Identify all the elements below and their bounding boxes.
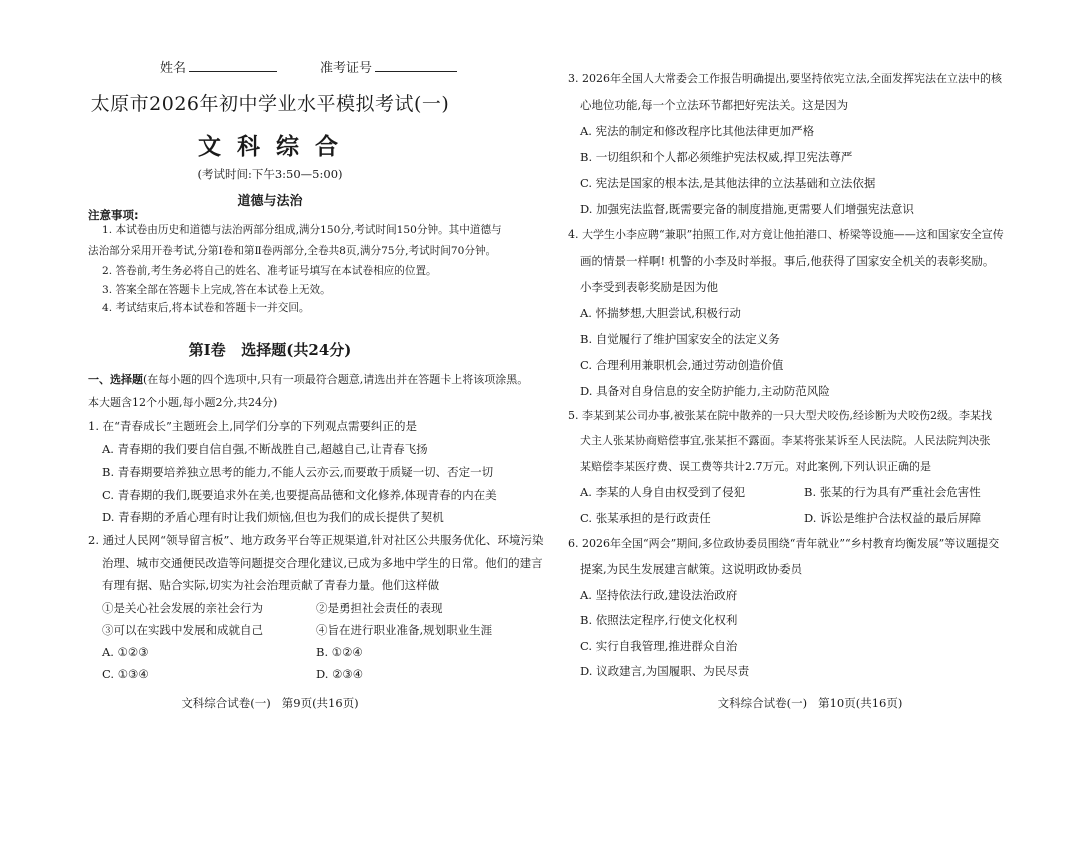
- notes-title: 注意事项:: [88, 208, 139, 222]
- question-1-stem: 1. 在“青春成长”主题班会上,同学们分享的下列观点需要纠正的是: [88, 419, 418, 433]
- exam-time: (考试时间:下午3:50—5:00): [197, 167, 343, 181]
- question-6-stem: 提案,为民生发展建言献策。这说明政协委员: [580, 562, 803, 576]
- question-5-stem: 某赔偿李某医疗费、误工费等共计2.7万元。对此案例,下列认识正确的是: [580, 460, 931, 473]
- question-2-stem: 2. 通过人民网“领导留言板”、地方政务平台等正规渠道,针对社区公共服务优化、环境污染: [88, 533, 544, 547]
- question-4-stem: 画的情景一样啊! 机警的小李及时举报。事后,他获得了国家安全机关的表彰奖励。: [580, 254, 995, 268]
- option-b: B. 一切组织和个人都必须维护宪法权威,捍卫宪法尊严: [580, 150, 853, 164]
- question-4-stem: 4. 大学生小李应聘“兼职”拍照工作,对方竟让他拍港口、桥梁等设施——这和国家安全宣传: [568, 228, 1004, 241]
- instruction-line-2: 本大题含12个小题,每小题2分,共24分): [88, 396, 278, 409]
- name-field: [160, 57, 277, 76]
- part1-title: 第Ⅰ卷 选择题(共24分): [188, 341, 352, 359]
- option-c: C. 宪法是国家的根本法,是其他法律的立法基础和立法依据: [580, 176, 876, 190]
- footer-right: 文科综合试卷(一) 第10页(共16页): [717, 696, 903, 710]
- option-b: B. 自觉履行了维护国家安全的法定义务: [580, 332, 780, 346]
- statement-2: ②是勇担社会责任的表现: [316, 601, 443, 615]
- note-line: 4. 考试结束后,将本试卷和答题卡一并交回。: [102, 302, 310, 314]
- option-c: C. 实行自我管理,推进群众自治: [580, 639, 738, 653]
- option-d: D. 诉讼是维护合法权益的最后屏障: [804, 511, 982, 525]
- name-label: 姓名: [160, 61, 187, 76]
- option-b: B. ①②④: [316, 645, 363, 659]
- option-d: D. 青春期的矛盾心理有时让我们烦恼,但也为我们的成长提供了契机: [102, 510, 444, 524]
- exam-title: 太原市2026年初中学业水平模拟考试(一): [90, 93, 450, 115]
- footer-left: 文科综合试卷(一) 第9页(共16页): [181, 696, 359, 710]
- question-6-stem: 6. 2026年全国“两会”期间,多位政协委员围绕“青年就业”“乡村教育均衡发展”等议题提交: [568, 537, 1000, 550]
- instruction-lead: 一、选择题: [88, 373, 143, 386]
- option-d: D. 具备对自身信息的安全防护能力,主动防范风险: [580, 384, 830, 398]
- option-d: D. 加强宪法监督,既需要完备的制度措施,更需要人们增强宪法意识: [580, 202, 914, 216]
- option-a: A. ①②③: [102, 645, 149, 659]
- option-c: C. 合理利用兼职机会,通过劳动创造价值: [580, 358, 784, 372]
- ticket-field: [320, 57, 457, 76]
- option-c: C. 青春期的我们,既要追求外在美,也要提高品德和文化修养,体现青春的内在美: [102, 488, 497, 502]
- question-2-stem: 有理有据、贴合实际,切实为社会治理贡献了青春力量。他们这样做: [102, 578, 440, 592]
- note-line: 1. 本试卷由历史和道德与法治两部分组成,满分150分,考试时间150分钟。其中道德与: [102, 224, 502, 236]
- option-a: A. 青春期的我们要自信自强,不断战胜自己,超越自己,让青春飞扬: [102, 442, 428, 456]
- ticket-label: 准考证号: [320, 61, 373, 76]
- note-line: 2. 答卷前,考生务必将自己的姓名、准考证号填写在本试卷相应的位置。: [102, 265, 437, 277]
- option-d: D. ②③④: [316, 667, 364, 681]
- ticket-blank: [375, 59, 457, 72]
- question-2-stem: 治理、城市交通便民改造等问题提交合理化建议,已成为多地中学生的日常。他们的建言: [102, 556, 543, 570]
- option-b: B. 张某的行为具有严重社会危害性: [804, 485, 981, 499]
- question-3-stem: 3. 2026年全国人大常委会工作报告明确提出,要坚持依宪立法,全面发挥宪法在立法中的核: [568, 72, 1002, 85]
- question-5-stem: 犬主人张某协商赔偿事宜,张某拒不露面。李某将张某诉至人民法院。人民法院判决张: [580, 434, 991, 447]
- statement-1: ①是关心社会发展的亲社会行为: [102, 601, 263, 615]
- instruction-line-1: [88, 372, 528, 388]
- section-subject: 道德与法治: [237, 194, 303, 209]
- question-4-stem: 小李受到表彰奖励是因为他: [580, 280, 718, 294]
- note-line: 3. 答案全部在答题卡上完成,答在本试卷上无效。: [102, 284, 331, 296]
- question-5-stem: 5. 李某到某公司办事,被张某在院中散养的一只大型犬咬伤,经诊断为犬咬伤2级。李某找: [568, 409, 992, 422]
- note-line: 法治部分采用开卷考试,分第Ⅰ卷和第Ⅱ卷两部分,全卷共8页,满分75分,考试时间70分钟。: [88, 245, 497, 257]
- option-c: C. 张某承担的是行政责任: [580, 511, 711, 525]
- option-a: A. 宪法的制定和修改程序比其他法律更加严格: [580, 124, 815, 138]
- subject-title: 文 科 综 合: [197, 133, 343, 160]
- option-b: B. 依照法定程序,行使文化权利: [580, 613, 738, 627]
- question-3-stem: 心地位功能,每一个立法环节都把好宪法关。这是因为: [580, 98, 849, 112]
- statement-4: ④旨在进行职业准备,规划职业生涯: [316, 623, 493, 637]
- option-a: A. 坚持依法行政,建设法治政府: [580, 588, 738, 602]
- statement-3: ③可以在实践中发展和成就自己: [102, 623, 263, 637]
- right-page: [540, 0, 1080, 841]
- instruction-text: (在每小题的四个选项中,只有一项最符合题意,请选出并在答题卡上将该项涂黑。: [143, 373, 529, 386]
- option-a: A. 李某的人身自由权受到了侵犯: [580, 485, 746, 499]
- option-b: B. 青春期要培养独立思考的能力,不能人云亦云,而要敢于质疑一切、否定一切: [102, 465, 494, 479]
- name-blank: [189, 59, 277, 72]
- option-c: C. ①③④: [102, 667, 149, 681]
- option-a: A. 怀揣梦想,大胆尝试,积极行动: [580, 306, 741, 320]
- option-d: D. 议政建言,为国履职、为民尽责: [580, 664, 750, 678]
